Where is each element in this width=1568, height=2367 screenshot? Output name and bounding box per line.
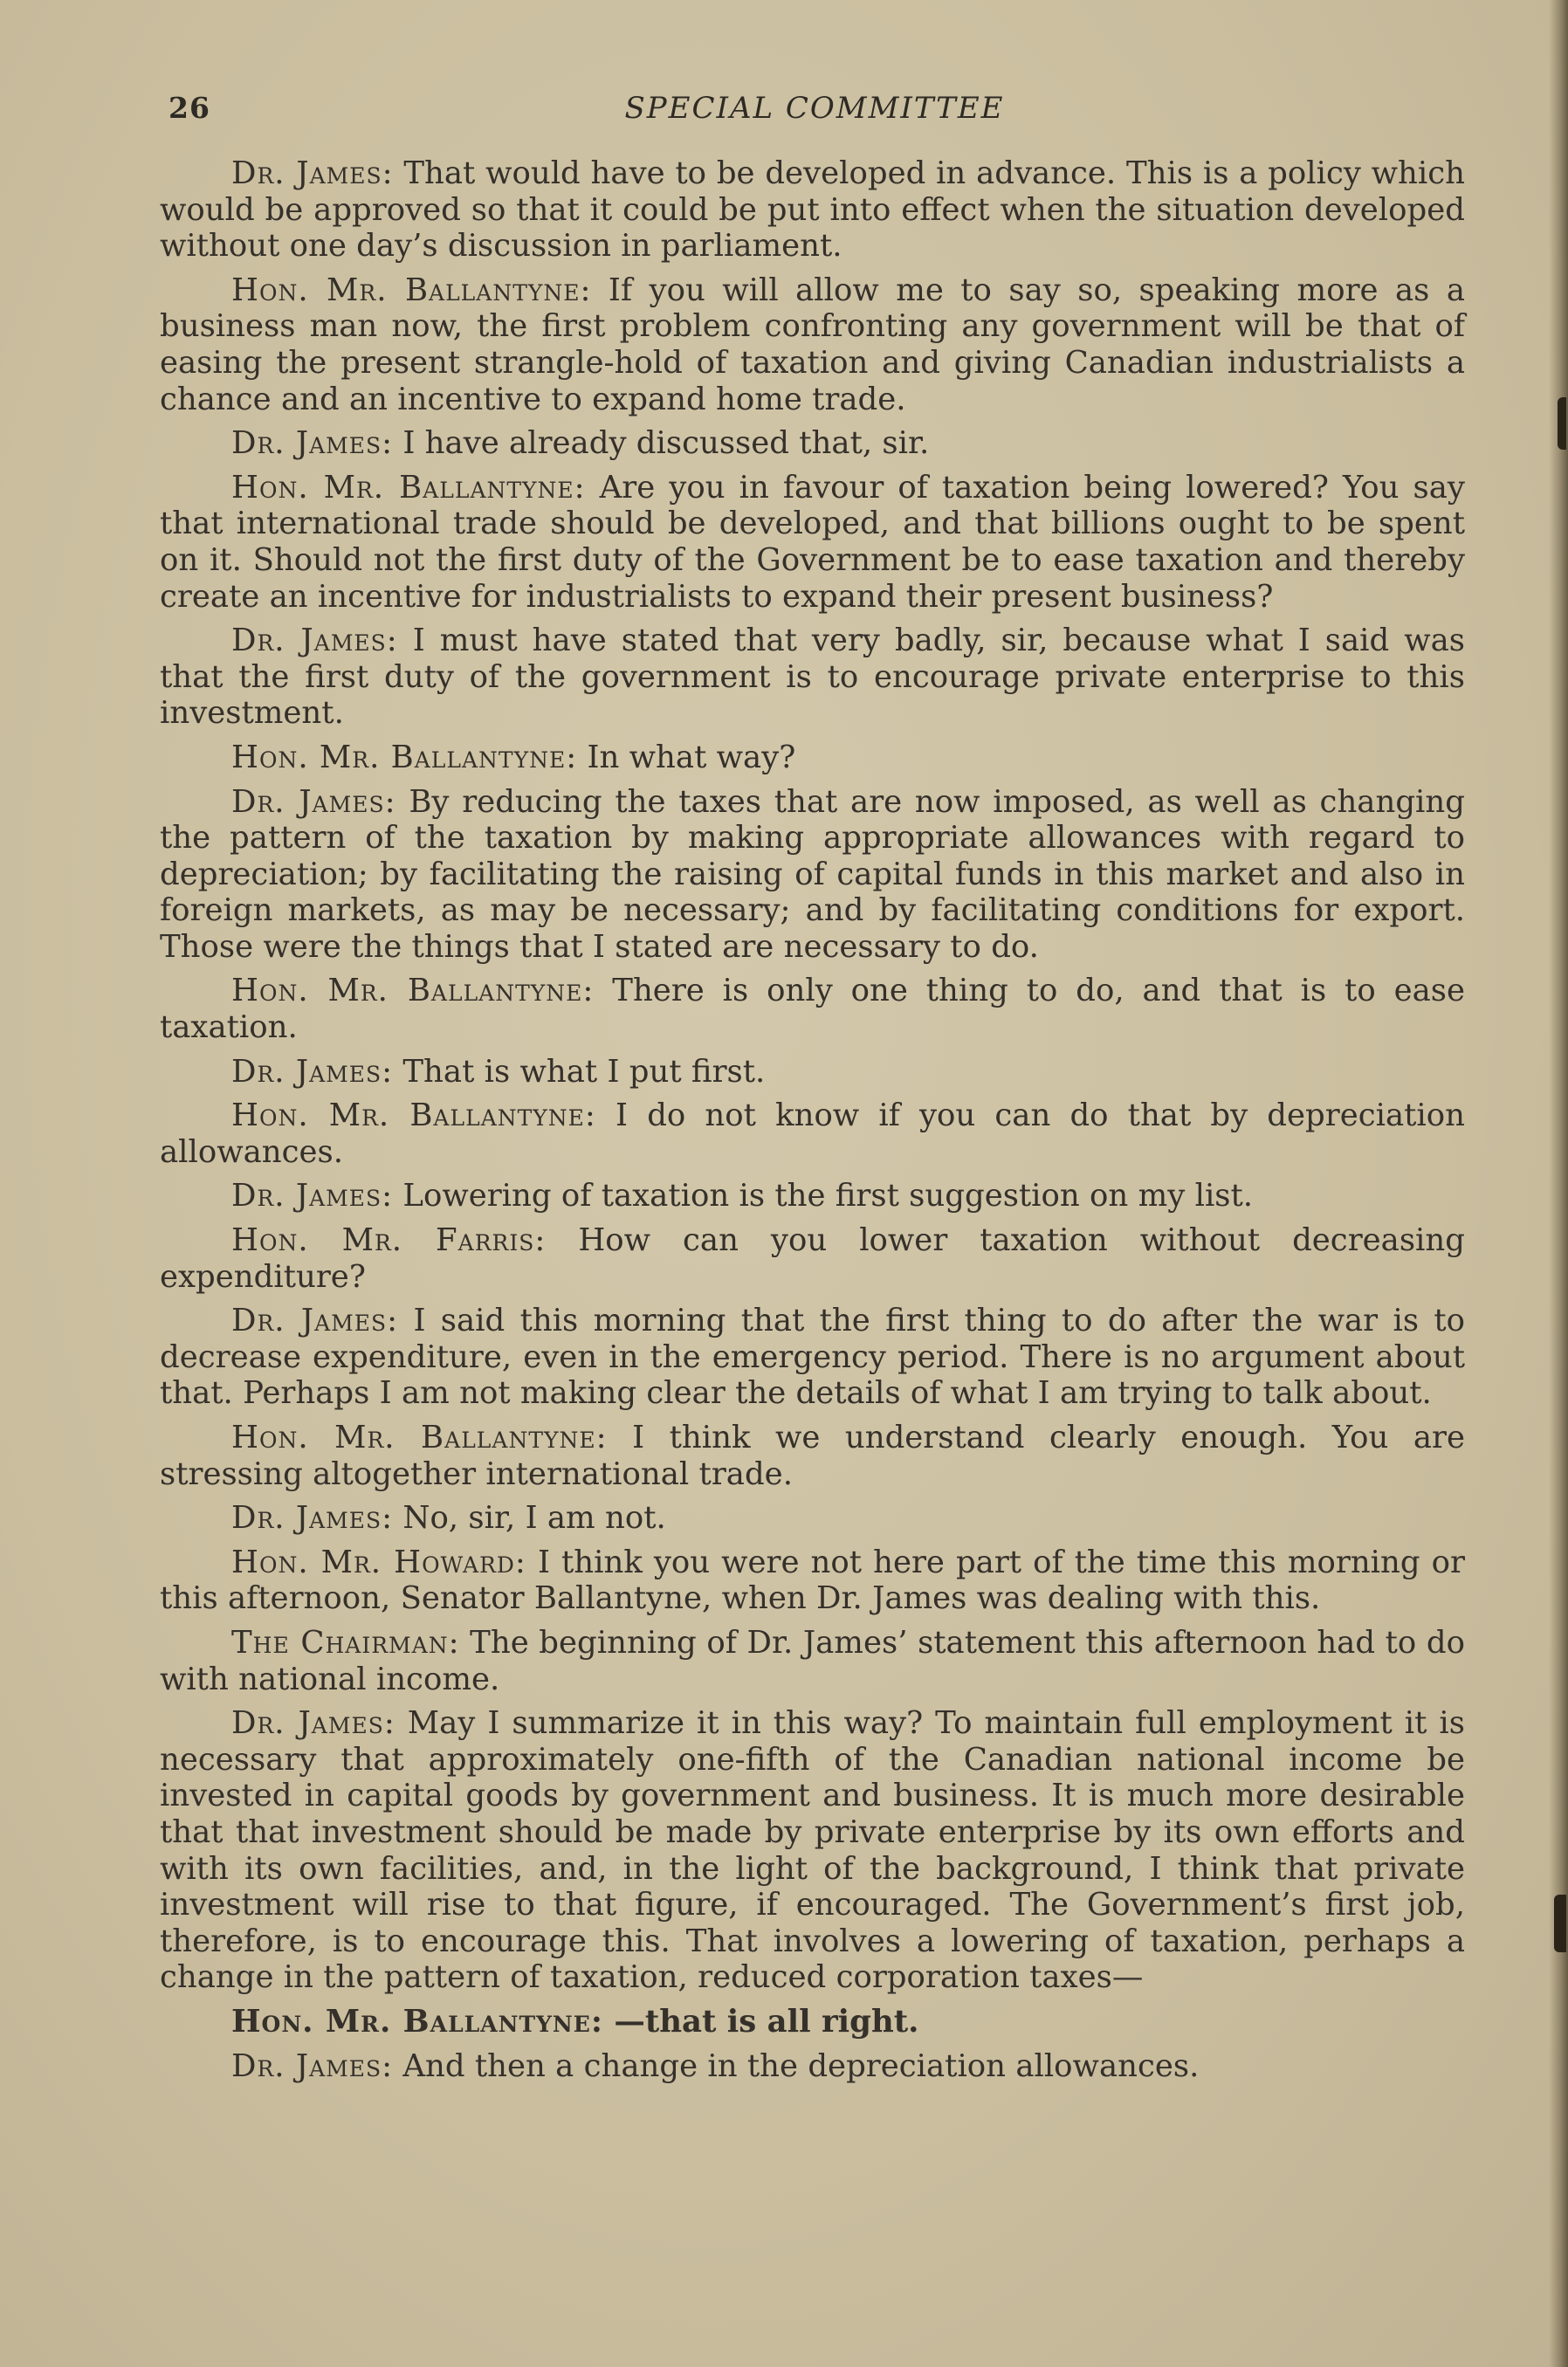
speaker-label: Hon. Mr. Ballantyne: xyxy=(231,1097,596,1134)
paragraph xyxy=(160,784,1465,966)
paragraph xyxy=(160,1705,1465,1996)
paragraph-text: And then a change in the depreciation allowances. xyxy=(402,2047,1200,2084)
speaker-label: Hon. Mr. Ballantyne: xyxy=(231,1420,608,1455)
paragraph-text: There is only one thing to do, and that is to ease taxation. xyxy=(160,973,1465,1046)
speaker-label: Dr. James: xyxy=(231,155,394,191)
paragraph xyxy=(160,470,1465,615)
paragraph xyxy=(160,1500,1465,1537)
paragraph-text: How can you lower taxation without decreasing expenditure? xyxy=(160,1222,1465,1295)
paragraph xyxy=(160,1054,1465,1091)
paragraph xyxy=(160,1178,1465,1214)
speaker-label: Hon. Mr. Ballantyne: xyxy=(231,973,595,1009)
paragraph xyxy=(160,425,1465,462)
paragraph xyxy=(160,2048,1465,2085)
paragraph-text: Are you in favour of taxation being lowered? You say that international trade should be developed, and that billions ought to be spent on it. Should not the first duty of the Government be to ease taxation and thereby create an incentive for industrialists to expand their present business? xyxy=(160,469,1465,615)
paragraph xyxy=(160,1420,1465,1492)
speaker-label: Dr. James: xyxy=(231,1500,394,1537)
paragraph-text: No, sir, I am not. xyxy=(402,1500,666,1537)
binding-mark xyxy=(1558,397,1566,450)
paragraph xyxy=(160,740,1465,776)
binding-mark xyxy=(1554,1895,1566,1952)
paragraph-text: I must have stated that very badly, sir, because what I said was that the first duty of the government is to encourage private enterprise to this investment. xyxy=(160,623,1465,732)
paragraph-text: Lowering of taxation is the first suggestion on my list. xyxy=(402,1178,1254,1214)
speaker-label: Dr. James: xyxy=(231,1303,399,1339)
speaker-label: Hon. Mr. Ballantyne: xyxy=(231,469,586,506)
transcript-body xyxy=(160,155,1465,2092)
paragraph-text: That would have to be developed in advance. This is a policy which would be approved so that it could be put into effect when the situation developed without one day’s discussion in parliament. xyxy=(160,155,1465,265)
speaker-label: Dr. James: xyxy=(231,2047,394,2084)
paragraph xyxy=(160,1097,1465,1170)
speaker-label: Dr. James: xyxy=(231,783,396,820)
speaker-label: Dr. James: xyxy=(231,1053,394,1090)
paragraph xyxy=(160,623,1465,732)
paragraph-text: If you will allow me to say so, speaking more as a business man now, the first problem confronting any government will be that of easing the present strangle-hold of taxation and giving Canadian industrialists a chance and an incentive to expand home trade. xyxy=(160,272,1465,417)
paragraph-text: In what way? xyxy=(587,739,796,775)
speaker-label: Dr. James: xyxy=(231,623,398,659)
speaker-label: Hon. Mr. Ballantyne: xyxy=(231,739,578,775)
paragraph xyxy=(160,973,1465,1045)
paragraph-text: That is what I put first. xyxy=(402,1053,766,1090)
paragraph xyxy=(160,2004,1465,2040)
paragraph-text: I think we understand clearly enough. You are stressing altogether international trade. xyxy=(160,1420,1465,1492)
speaker-label: Hon. Mr. Farris: xyxy=(231,1222,547,1259)
speaker-label: Dr. James: xyxy=(231,1705,395,1742)
paragraph xyxy=(160,1303,1465,1412)
running-title: SPECIAL COMMITTEE xyxy=(624,91,1005,126)
paragraph xyxy=(160,1222,1465,1295)
paragraph-text: I do not know if you can do that by depreciation allowances. xyxy=(160,1097,1465,1170)
speaker-label: Dr. James: xyxy=(231,1178,394,1214)
paragraph-text: By reducing the taxes that are now imposed, as well as changing the pattern of the taxation by making appropriate allowances with regard to depreciation; by facilitating the raising of capital funds in this market and also in foreign markets, as may be necessary; and by facilitating conditions for export. Those were the things that I stated are necessary to do. xyxy=(160,783,1466,965)
speaker-label: Hon. Mr. Ballantyne: xyxy=(231,272,592,308)
page-number: 26 xyxy=(168,91,210,125)
paragraph xyxy=(160,1625,1465,1697)
speaker-label: Dr. James: xyxy=(231,425,394,462)
paragraph-text: I have already discussed that, sir. xyxy=(402,425,930,462)
paragraph xyxy=(160,272,1465,417)
page-edge-shadow xyxy=(1549,0,1568,2367)
paragraph-text: I think you were not here part of the time this morning or this afternoon, Senator Ballantyne, when Dr. James was dealing with this. xyxy=(160,1544,1465,1617)
paragraph xyxy=(160,155,1465,265)
paragraph-text: I said this morning that the first thing to do after the war is to decrease expenditure, even in the emergency period. There is no argument about that. Perhaps I am not making clear the details of what I am trying to talk about. xyxy=(160,1303,1465,1412)
speaker-label: Hon. Mr. Ballantyne: xyxy=(231,2003,603,2040)
paragraph-text: The beginning of Dr. James’ statement this afternoon had to do with national income. xyxy=(160,1624,1466,1697)
speaker-label: The Chairman: xyxy=(231,1624,460,1661)
paragraph-text: May I summarize it in this way? To maintain full employment it is necessary that approximately one-fifth of the Canadian national income be invested in capital goods by government and business. It is much more desirable that that investment should be made by private enterprise by its own efforts and with its own facilities, and, in the light of the background, I think that private investment will rise to that figure, if encouraged. The Government’s first job, therefore, is to encourage this. That involves a lowering of taxation, perhaps a change in the pattern of taxation, reduced corporation taxes— xyxy=(160,1705,1465,1996)
paragraph-text: —that is all right. xyxy=(614,2003,919,2040)
paragraph xyxy=(160,1545,1465,1617)
page-header xyxy=(168,87,1461,140)
speaker-label: Hon. Mr. Howard: xyxy=(231,1544,526,1580)
